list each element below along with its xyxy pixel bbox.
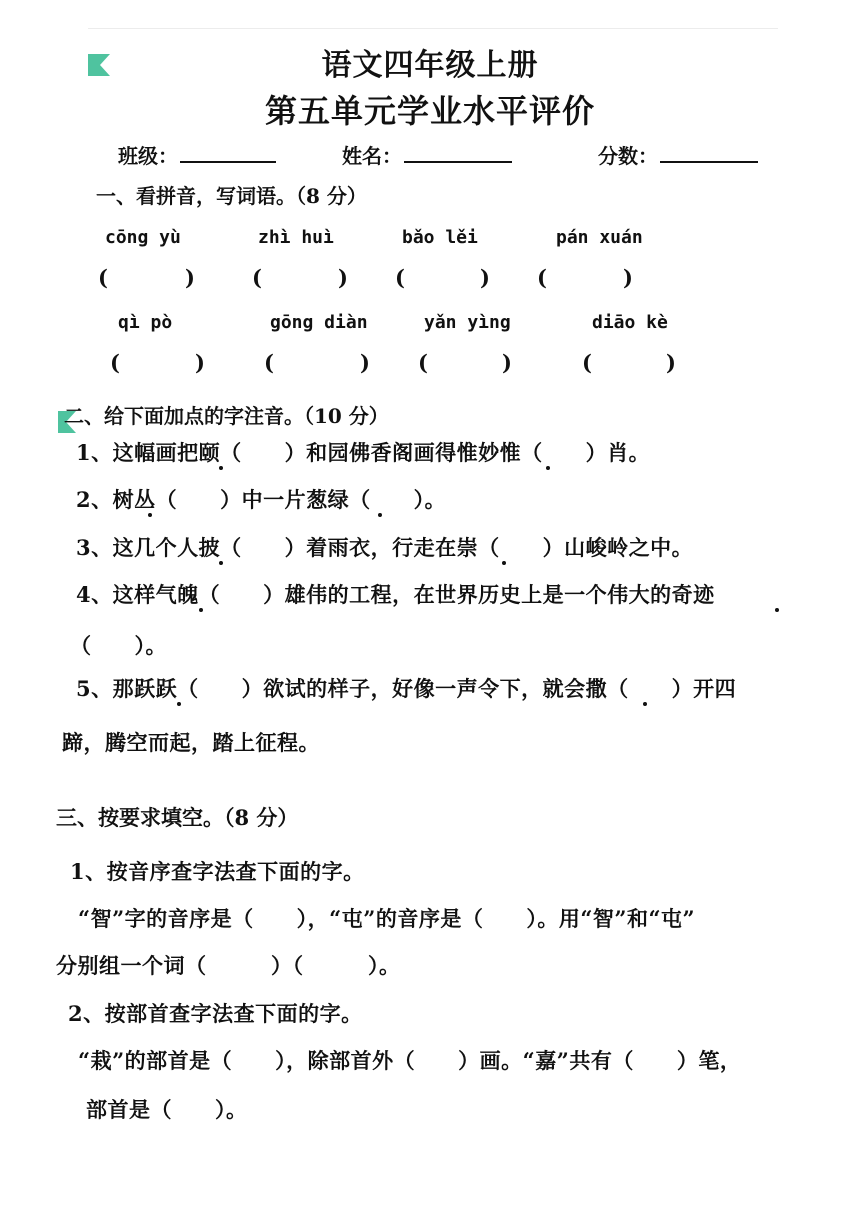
name-blank[interactable] [404, 143, 512, 163]
pinyin-item: gōng diàn [270, 312, 368, 333]
emphasis-dot [148, 513, 152, 517]
class-field [118, 140, 276, 169]
pinyin-item: diāo kè [592, 312, 668, 333]
emphasis-dot [199, 608, 203, 612]
class-label: 班级： [118, 144, 178, 168]
answer-paren-left: ( [537, 265, 547, 290]
part-2-line-2: 部首是（ ）。 [86, 1097, 248, 1122]
answer-paren-left: ( [395, 265, 405, 290]
emphasis-dot [546, 466, 550, 470]
question-3: 3、这几个人披（ ）着雨衣，行走在崇（ ）山峻岭之中。 [76, 535, 694, 560]
emphasis-dot [775, 608, 779, 612]
pinyin-item: pán xuán [556, 227, 643, 248]
name-field [342, 140, 512, 169]
emphasis-dot [502, 561, 506, 565]
answer-paren-left: ( [98, 265, 108, 290]
page-title: 语文四年级上册 [321, 48, 539, 83]
score-label: 分数： [598, 144, 658, 168]
part-2-line-1: “栽”的部首是（ ），除部首外（ ）画。“嘉”共有（ ）笔， [78, 1048, 742, 1073]
pinyin-item: bǎo lěi [402, 227, 478, 248]
emphasis-dot [378, 513, 382, 517]
emphasis-dot [643, 702, 647, 706]
question-4: 4、这样气魄（ ）雄伟的工程，在世界历史上是一个伟大的奇迹 [76, 582, 715, 607]
question-4-continued: （ ）。 [70, 633, 167, 658]
part-1-line-2: 分别组一个词（ ）（ ）。 [56, 953, 401, 978]
answer-paren-right: ) [623, 265, 633, 290]
answer-paren-left: ( [264, 350, 274, 375]
part-1-title: 1、按音序查字法查下面的字。 [70, 859, 365, 884]
answer-paren-left: ( [110, 350, 120, 375]
part-1-line-1: “智”字的音序是（ ），“屯”的音序是（ ）。用“智”和“屯” [78, 906, 696, 931]
emphasis-dot [177, 702, 181, 706]
answer-paren-right: ) [185, 265, 195, 290]
class-blank[interactable] [180, 143, 276, 163]
name-label: 姓名： [342, 144, 402, 168]
score-blank[interactable] [660, 143, 758, 163]
answer-paren-right: ) [195, 350, 205, 375]
pinyin-item: zhì huì [258, 227, 334, 248]
page-subtitle: 第五单元学业水平评价 [264, 92, 595, 130]
score-field [598, 140, 758, 169]
question-2: 2、树丛（ ）中一片葱绿（ ）。 [76, 487, 447, 512]
section3-heading: 三、按要求填空。（8 分） [56, 805, 299, 830]
part-2-title: 2、按部首查字法查下面的字。 [68, 1001, 363, 1026]
answer-paren-left: ( [418, 350, 428, 375]
section2-heading: 二、给下面加点的字注音。（10 分） [64, 404, 389, 428]
answer-paren-left: ( [252, 265, 262, 290]
emphasis-dot [219, 561, 223, 565]
answer-paren-right: ) [338, 265, 348, 290]
answer-paren-right: ) [480, 265, 490, 290]
pinyin-item: yǎn yìng [424, 312, 511, 333]
answer-paren-left: ( [582, 350, 592, 375]
top-divider [88, 28, 778, 29]
question-5: 5、那跃跃（ ）欲试的样子，好像一声令下，就会撒（ ）开四 [76, 676, 737, 701]
pinyin-item: qì pò [118, 312, 173, 333]
question-5-continued: 蹄，腾空而起，踏上征程。 [62, 730, 320, 755]
pinyin-item: cōng yù [105, 227, 181, 248]
answer-paren-right: ) [360, 350, 370, 375]
question-1: 1、这幅画把颐（ ）和园佛香阁画得惟妙惟（ ）肖。 [76, 440, 651, 465]
answer-paren-right: ) [666, 350, 676, 375]
emphasis-dot [219, 466, 223, 470]
answer-paren-right: ) [502, 350, 512, 375]
section1-heading: 一、看拼音，写词语。（8 分） [96, 184, 367, 208]
